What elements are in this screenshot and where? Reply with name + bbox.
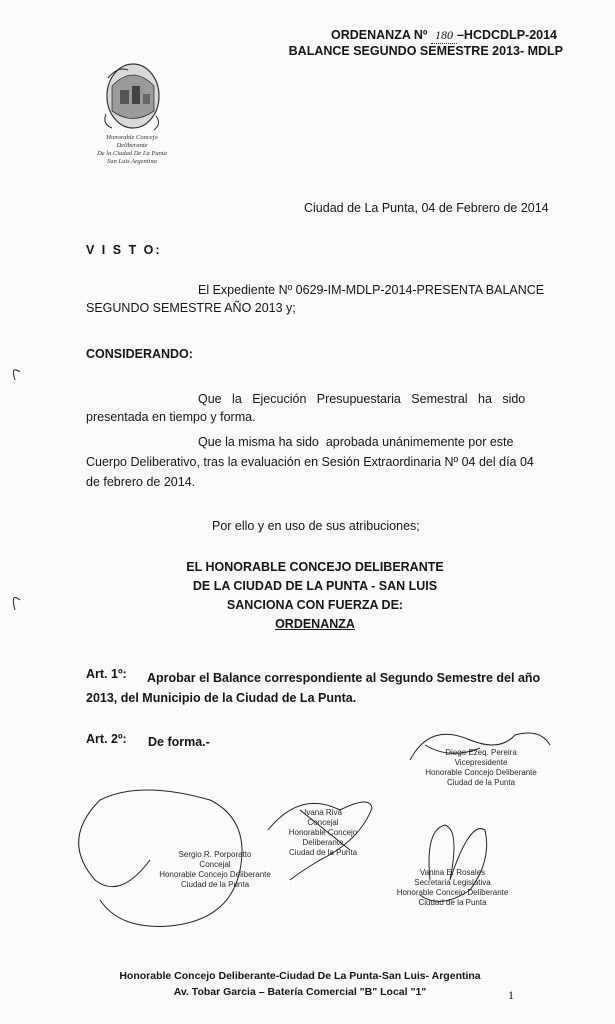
considerando-heading: CONSIDERANDO: bbox=[86, 347, 193, 361]
hole-punch-mark-top bbox=[13, 370, 20, 380]
stamp-riva-name: Ivana Riva bbox=[304, 808, 342, 817]
considerando-p2-line-3: de febrero de 2014. bbox=[86, 475, 196, 489]
stamp-porporatto-org: Honorable Concejo Deliberante bbox=[159, 870, 271, 879]
signature-stamp-porporatto bbox=[155, 850, 275, 890]
sanciona-line-2: DE LA CIUDAD DE LA PUNTA - SAN LUIS bbox=[192, 579, 438, 593]
logo-caption-3: San Luis Argentina bbox=[107, 158, 157, 165]
footer-line-1: Honorable Concejo Deliberante-Ciudad De La Punta-San Luis- Argentina bbox=[119, 970, 481, 982]
ordinance-number: 180 bbox=[431, 28, 457, 44]
stamp-porporatto-role: Concejal bbox=[199, 860, 231, 869]
signature-stamp-pereira bbox=[416, 748, 546, 788]
logo-caption-2: De la Ciudad De La Punta bbox=[97, 150, 167, 157]
signature-stamp-riva bbox=[268, 808, 378, 858]
art1-line-1: Aprobar el Balance correspondiente al Segundo Semestre del año bbox=[147, 671, 541, 685]
considerando-p2-line-2: Cuerpo Deliberativo, tras la evaluación en Sesión Extraordinaria Nº 04 del día 04 bbox=[86, 455, 534, 469]
visto-line-1: El Expediente Nº 0629-IM-MDLP-2014-PRESENTA BALANCE bbox=[198, 283, 545, 297]
art2-text: De forma.- bbox=[148, 735, 210, 749]
stamp-rosales-role: Secretaria Legislativa bbox=[414, 878, 491, 887]
stamp-pereira-name: Diego Ezeq. Pereira bbox=[445, 748, 517, 757]
stamp-riva-city: Ciudad de la Punta bbox=[288, 848, 358, 857]
considerando-p1-line-1: Que la Ejecución Presupuestaria Semestral ha sido bbox=[198, 392, 526, 406]
sanciona-line-1: EL HONORABLE CONCEJO DELIBERANTE bbox=[186, 560, 444, 574]
page-number: 1 bbox=[508, 988, 514, 1002]
sanciona-block bbox=[150, 558, 480, 634]
sanciona-line-4: ORDENANZA bbox=[275, 617, 355, 631]
ordinance-subtitle: BALANCE SEGUNDO SEMESTRE 2013- MDLP bbox=[288, 44, 563, 58]
stamp-pereira-role: Vicepresidente bbox=[454, 758, 508, 767]
signature-stamp-rosales bbox=[390, 868, 515, 908]
stamp-riva-org: Honorable Concejo Deliberante bbox=[288, 828, 358, 847]
considerando-p2-line-1: Que la misma ha sido aprobada unánimemente por este bbox=[198, 435, 514, 449]
stamp-rosales-city: Ciudad de la Punta bbox=[418, 898, 487, 907]
visto-heading: V I S T O: bbox=[86, 243, 162, 257]
considerando-p1-line-2: presentada en tiempo y forma. bbox=[86, 410, 256, 424]
date-line: Ciudad de La Punta, 04 de Febrero de 2014 bbox=[304, 201, 549, 215]
hole-punch-mark-bottom bbox=[13, 598, 20, 610]
council-emblem-icon bbox=[98, 56, 168, 134]
stamp-riva-role: Concejal bbox=[307, 818, 339, 827]
stamp-rosales-org: Honorable Concejo Deliberante bbox=[396, 888, 509, 897]
art1-line-2: 2013, del Municipio de la Ciudad de La Punta. bbox=[86, 691, 357, 705]
ordinance-title bbox=[331, 28, 557, 44]
stamp-porporatto-name: Sergio R. Porporatto bbox=[178, 850, 252, 859]
ordinance-prefix: ORDENANZA Nº bbox=[331, 28, 428, 42]
visto-line-2: SEGUNDO SEMESTRE AÑO 2013 y; bbox=[86, 301, 296, 315]
stamp-porporatto-city: Ciudad de la Punta bbox=[180, 880, 250, 889]
sanciona-line-3: SANCIONA CON FUERZA DE: bbox=[226, 598, 404, 612]
stamp-pereira-org: Honorable Concejo Deliberante bbox=[425, 768, 537, 777]
council-logo bbox=[92, 56, 172, 166]
stamp-rosales-name: Vanina E. Rosales bbox=[419, 868, 486, 877]
art1-label: Art. 1º: bbox=[86, 667, 127, 681]
stamp-pereira-city: Ciudad de la Punta bbox=[446, 778, 516, 787]
por-ello-line: Por ello y en uso de sus atribuciones; bbox=[212, 519, 420, 533]
ordinance-suffix: –HCDCDLP-2014 bbox=[456, 28, 557, 42]
logo-caption-1: Honorable Concejo Deliberante bbox=[106, 134, 158, 149]
art2-label: Art. 2º: bbox=[86, 732, 127, 746]
footer-line-2: Av. Tobar Garcia – Batería Comercial "B" Local "1" bbox=[173, 986, 427, 998]
